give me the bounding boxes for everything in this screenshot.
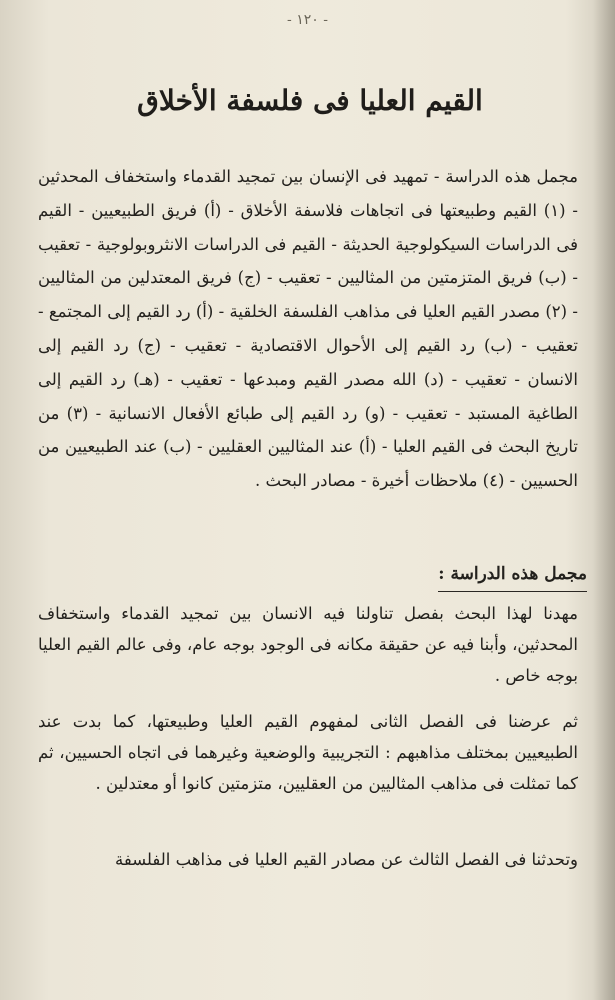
page-gutter-shadow <box>593 0 615 1000</box>
section-heading: مجمل هذه الدراسة : <box>438 560 587 592</box>
chapter-title: القيم العليا فى فلسفة الأخلاق <box>137 84 483 117</box>
body-paragraph-3: وتحدثنا فى الفصل الثالث عن مصادر القيم العليا فى مذاهب الفلسفة <box>115 850 578 869</box>
body-paragraph-2: ثم عرضنا فى الفصل الثانى لمفهوم القيم العليا وطبيعتها، كما بدت عند الطبيعيين بمختلف مذاهبهم : التجريبية والوضعية وغيرهما فى اتجاه الحسيين، ثم كما تمثلت فى مذاهب المثاليين من العقليين، متزمتين كانوا أو معتدلين . <box>38 712 578 793</box>
chapter-summary: مجمل هذه الدراسة - تمهيد فى الإنسان بين تمجيد القدماء واستخفاف المحدثين - (١) القيم وطبيعتها فى اتجاهات فلاسفة الأخلاق - (أ) فريق الطبيعيين - القيم فى الدراسات السيكولوجية الحديثة - القيم فى الدراسات الانثروبولوجية - تعقيب - (ب) فريق المتزمتين من المثاليين - تعقيب - (ج) فريق المعتدلين من المثاليين - (٢) مصدر القيم العليا فى مذاهب الفلسفة الخلقية - (أ) رد القيم إلى المجتمع - تعقيب - (ب) رد القيم إلى الأحوال الاقتصادية - تعقيب - (ج) رد القيم إلى الانسان - تعقيب - (د) الله مصدر القيم ومبدعها - تعقيب - (هـ) رد القيم إلى الطاغية المستبد - تعقيب - (و) رد القيم إلى طبائع الأفعال الانسانية - (٣) من تاريخ البحث فى القيم العليا - (أ) عند المثاليين العقليين - (ب) عند الطبيعيين من الحسيين - (٤) ملاحظات أخيرة - مصادر البحث . <box>38 167 579 491</box>
body-paragraph-1: مهدنا لهذا البحث بفصل تناولنا فيه الانسان بين تمجيد القدماء واستخفاف المحدثين، وأبنا فيه عن حقيقة مكانه فى الوجود بوجه عام، وفى عالم القيم العليا بوجه خاص . <box>38 604 578 685</box>
page-number: - ١٢٠ - <box>287 12 328 28</box>
